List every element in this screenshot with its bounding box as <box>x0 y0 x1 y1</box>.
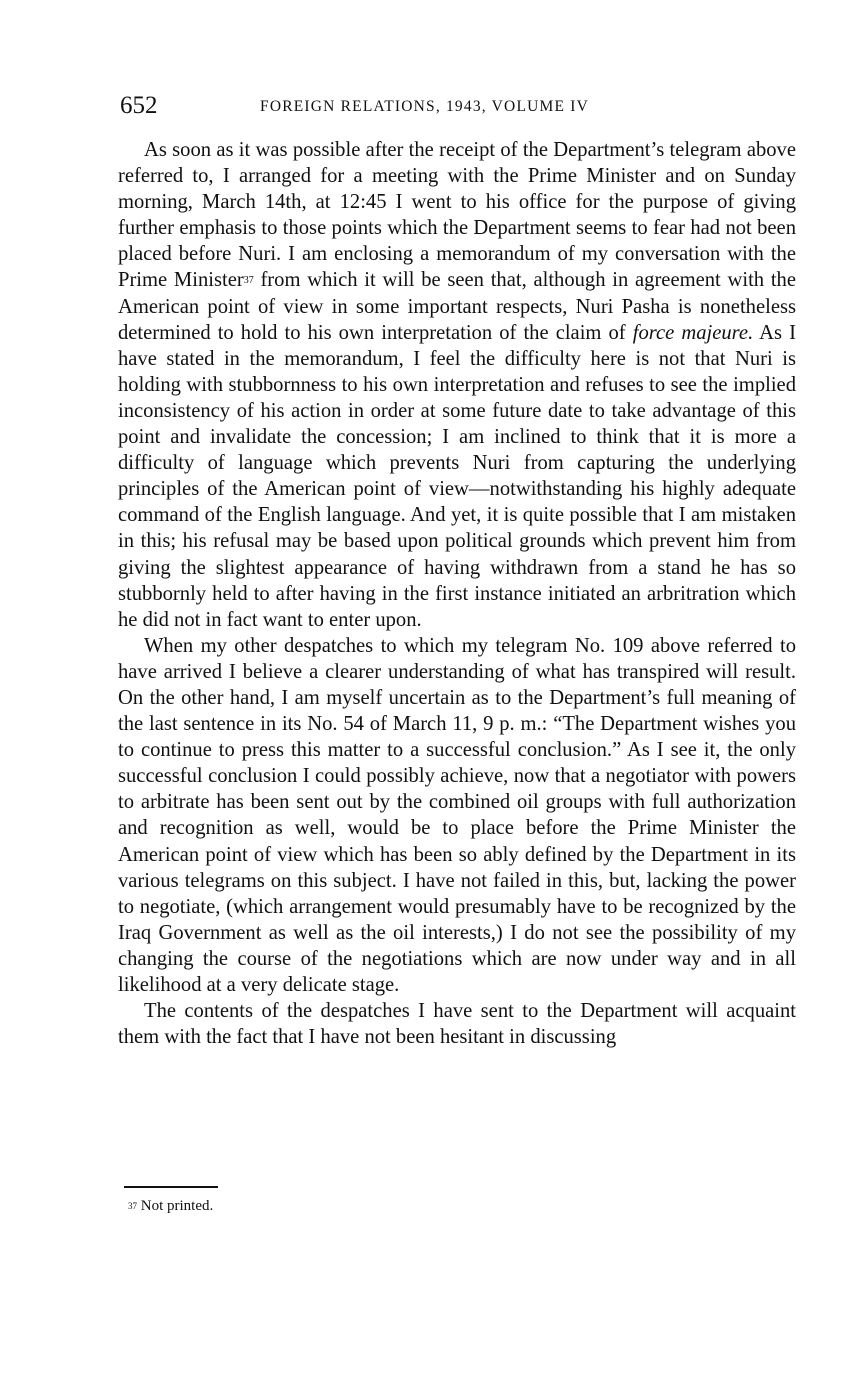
paragraph-1-text-a: As soon as it was possible after the receipt of the Department’s telegram above referred to, I arranged for a meeting with the Prime Minister and on Sunday morning, March 14th, at 12:45 I went to his office for the purpose of giving further emphasis to those points which the Department seems to fear had not been placed before Nuri. I am enclosing a memorandum of my conversation with the Prime Minister <box>118 139 796 292</box>
footnote-text: Not printed. <box>140 1198 214 1214</box>
page-number: 652 <box>120 92 158 119</box>
paragraph-1-text-c: As I have stated in the memorandum, I feel the difficulty here is not that Nuri is holding with stubbornness to his own interpretation and refuses to see the implied inconsistency of his action in order at some future date to take advantage of this point and invalidate the concession; I am inclined to think that it is more a difficulty of language which prevents Nuri from capturing the underlying principles of the American point of view—notwithstanding his highly adequate command of the English language. And yet, it is quite possible that I am mistaken in this; his refusal may be based upon political grounds which prevent him from giving the slightest appearance of having withdrawn from a stand he has so stubbornly held to after having in the first instance initiated an arbritration which he did not in fact want to enter upon. <box>118 321 796 631</box>
footnote-reference: 37 <box>243 275 254 287</box>
footnote-divider <box>124 1186 218 1188</box>
paragraph-1 <box>118 137 796 633</box>
italic-phrase: force majeure. <box>632 321 754 344</box>
body-text <box>118 137 796 1050</box>
paragraph-1-text-b: from which it will be seen that, although in agreement with the American point of view in some important respects, Nuri Pasha is nonetheless determined to hold to his own interpretation of the claim of <box>118 269 796 344</box>
paragraph-2: When my other despatches to which my telegram No. 109 above referred to have arrived I believe a clearer understanding of what has transpired will result. On the other hand, I am myself uncertain as to the Department’s full meaning of the last sentence in its No. 54 of March 11, 9 p. m.: “The Department wishes you to continue to press this matter to a successful conclusion.” As I see it, the only successful conclusion I could possibly achieve, now that a negotiator with powers to arbitrate has been sent out by the combined oil groups with full authorization and recognition as well, would be to place before the Prime Minister the American point of view which has been so ably defined by the Department in its various telegrams on this subject. I have not failed in this, but, lacking the power to negotiate, (which arrangement would presumably have to be recognized by the Iraq Government as well as the oil interests,) I do not see the possibility of my changing the course of the negotiations which are now under way and in all likelihood at a very delicate stage. <box>118 634 796 996</box>
footnote-number: 37 <box>128 1201 137 1211</box>
running-head: FOREIGN RELATIONS, 1943, VOLUME IV <box>260 98 589 115</box>
footnote <box>128 1196 213 1216</box>
paragraph-3: The contents of the despatches I have sent to the Department will acquaint them with the fact that I have not been hesitant in discussing <box>118 1000 796 1049</box>
